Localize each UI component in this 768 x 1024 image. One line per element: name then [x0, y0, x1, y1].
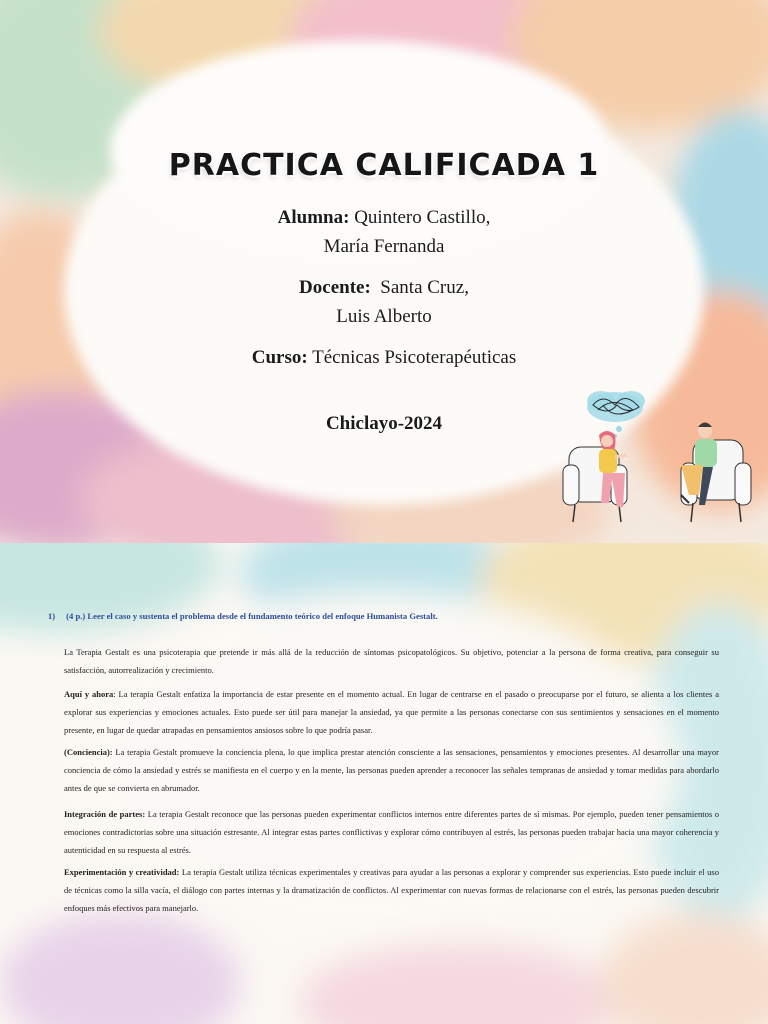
question-text: (4 p.) Leer el caso y sustenta el problema desde el fundamento teórico del enfoque Humanista Gestalt.	[66, 611, 438, 621]
section-heading: (Conciencia):	[64, 747, 113, 757]
curso-value: Técnicas Psicoterapéuticas	[312, 347, 517, 368]
section-heading: Integración de partes:	[64, 809, 146, 819]
document-title: PRACTICA CALIFICADA 1	[168, 148, 600, 183]
thought-cloud-icon	[587, 391, 645, 438]
section-text: La terapia Gestalt promueve la conciencia plena, lo que implica prestar atención consciente a las sensaciones, pensamientos y emociones presentes. Al desarrollar una mayor conciencia de cómo la ansiedad y estrés se manifiesta en el cuerpo y en la mente, las personas pueden aprender a reconocer las señales tempranas de ansiedad y tomar medidas para abordarlo antes de que se convierta en abrumador.	[64, 747, 719, 793]
section-heading: Experimentación y creatividad:	[64, 867, 180, 877]
section-aqui-ahora	[64, 685, 719, 739]
curso-label: Curso:	[251, 347, 308, 368]
docente-name-line2: Luis Alberto	[336, 306, 432, 327]
alumna-name-line2: María Fernanda	[323, 236, 445, 257]
section-conciencia	[64, 743, 719, 797]
docente-label: Docente:	[299, 277, 371, 298]
docente-name-line1: Santa Cruz,	[380, 277, 469, 298]
city-year: Chiclayo-2024	[325, 413, 443, 434]
alumna-name-line1: Quintero Castillo,	[354, 207, 491, 228]
student-info	[0, 203, 768, 261]
course-info	[0, 343, 768, 372]
section-heading: Aquí y ahora	[64, 689, 114, 699]
question-heading	[48, 611, 748, 621]
question-content	[0, 543, 768, 1024]
intro-paragraph: La Terapia Gestalt es una psicoterapia que pretende ir más allá de la reducción de síntomas psicopatológicos. Su objetivo, potenciar a la persona de forma creativa, para conseguir su satisfacción, autorrealización y crecimiento.	[64, 647, 719, 675]
section-text: La terapia Gestalt utiliza técnicas experimentales y creativas para ayudar a las personas a explorar y comprender sus experiencias. Esto puede incluir el uso de técnicas como la silla vacía, el diálogo con partes internas y la dramatización de conflictos. Al experimentar con nuevas formas de relacionarse con el estrés, las personas pueden descubrir enfoques más efectivos para manejarlo.	[64, 867, 719, 913]
alumna-label: Alumna:	[277, 207, 350, 228]
therapy-session-illustration	[553, 385, 753, 530]
section-text: : La terapia Gestalt enfatiza la importancia de estar presente en el momento actual. En lugar de centrarse en el pasado o preocuparse por el futuro, se alienta a los clientes a explorar sus experiencias y emociones actuales. Esto puede ser útil para manejar la ansiedad, ya que permite a las personas conectarse con sus sentimientos y sensaciones en el momento presente, en lugar de quedar atrapadas en pensamientos ansiosos sobre lo que podría pasar.	[64, 689, 719, 735]
content-page	[0, 543, 768, 1024]
teacher-info	[0, 273, 768, 331]
section-integracion	[64, 805, 719, 859]
question-number: 1)	[48, 611, 56, 621]
section-text: La terapia Gestalt reconoce que las personas pueden experimentar conflictos internos entre diferentes partes de sí mismas. Por ejemplo, pueden tener pensamientos o emociones contradictorias sobre una situación estresante. Al integrar estas partes conflictivas y explorar cómo contribuyen al estrés, las personas pueden trabajar hacia una mayor coherencia y autenticidad en su respuesta al estrés.	[64, 809, 719, 855]
section-experimentacion	[64, 863, 719, 917]
